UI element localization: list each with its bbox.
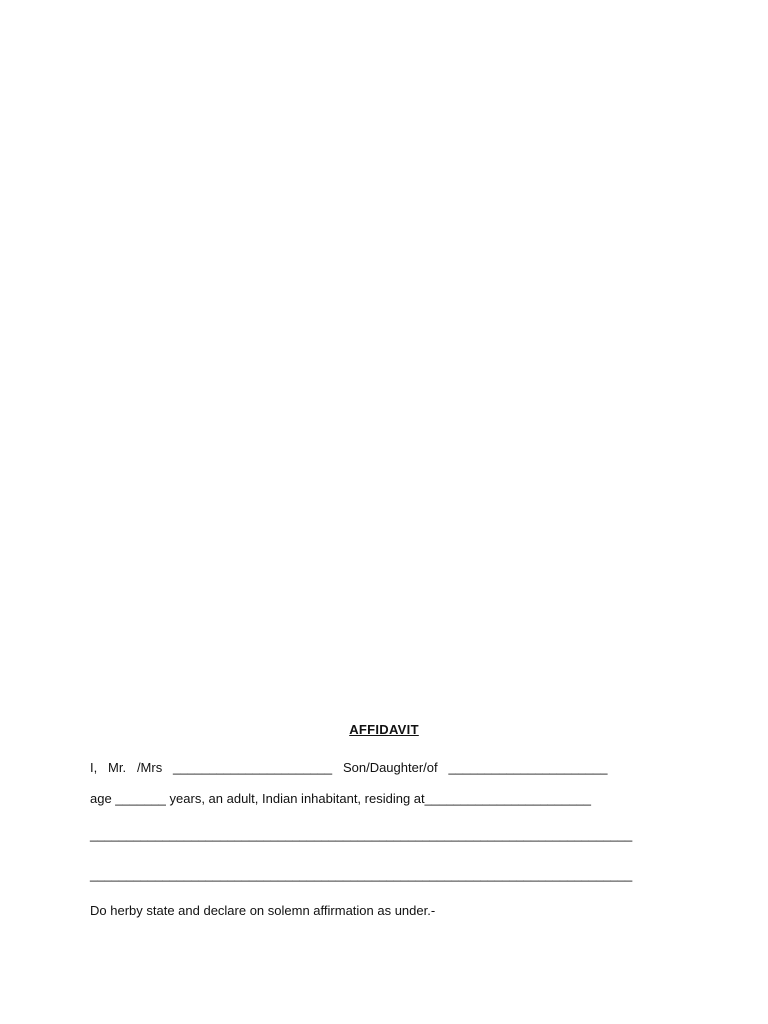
address-blank-line-1: ___________________________________________________________________________ xyxy=(90,827,633,842)
age-residence-line: age _______ years, an adult, Indian inhabitant, residing at_______________________ xyxy=(90,791,591,806)
address-blank-line-2: ___________________________________________________________________________ xyxy=(90,867,633,882)
declarant-name-line: I, Mr. /Mrs ______________________ Son/Daughter/of ______________________ xyxy=(90,760,608,775)
affidavit-title: AFFIDAVIT xyxy=(349,722,419,737)
declaration-statement: Do herby state and declare on solemn affirmation as under.- xyxy=(90,903,436,918)
